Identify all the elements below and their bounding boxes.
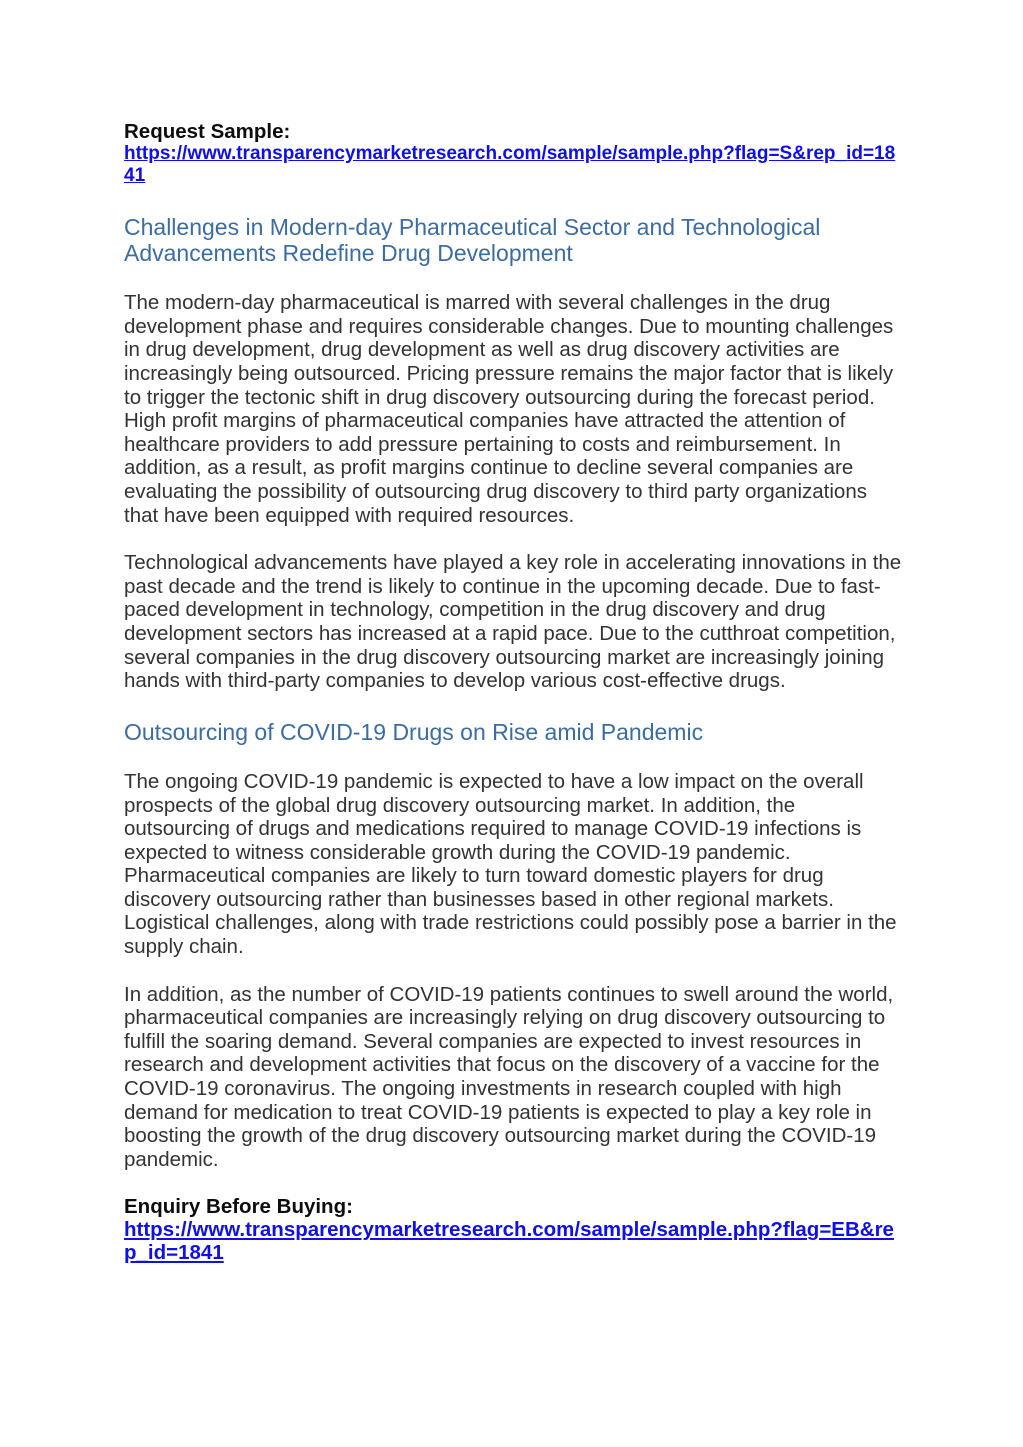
enquiry-before-buying-link[interactable]: https://www.transparencymarketresearch.com/sample/sample.php?flag=EB&rep_id=1841 (124, 1218, 894, 1265)
paragraph-challenges-1: The modern-day pharmaceutical is marred with several challenges in the drug development phase and requires considerable changes. Due to mounting challenges in drug development, drug development as well as drug discovery activities are increasingly being outsourced. Pricing pressure remains the major factor that is likely to trigger the tectonic shift in drug discovery outsourcing during the forecast period. High profit margins of pharmaceutical companies have attracted the attention of healthcare providers to add pressure pertaining to costs and reimbursement. In addition, as a result, as profit margins continue to decline several companies are evaluating the possibility of outsourcing drug discovery to third party organizations that have been equipped with required resources. (124, 291, 894, 527)
document-body (124, 120, 904, 1264)
enquiry-before-buying-label: Enquiry Before Buying: (124, 1195, 353, 1219)
section-heading-covid-outsourcing: Outsourcing of COVID-19 Drugs on Rise amid Pandemic (124, 718, 704, 745)
enquiry-block (124, 1195, 904, 1264)
paragraph-covid-2: In addition, as the number of COVID-19 patients continues to swell around the world, pharmaceutical companies are increasingly relying on drug discovery outsourcing to fulfill the soaring demand. Several companies are expected to invest resources in research and development activities that focus on the discovery of a vaccine for the COVID-19 coronavirus. The ongoing investments in research coupled with high demand for medication to treat COVID-19 patients is expected to play a key role in boosting the growth of the drug discovery outsourcing market during the COVID-19 pandemic. (124, 982, 894, 1171)
paragraph-covid-1: The ongoing COVID-19 pandemic is expected to have a low impact on the overall prospects of the global drug discovery outsourcing market. In addition, the outsourcing of drugs and medications required to manage COVID-19 infections is expected to witness considerable growth during the COVID-19 pandemic. Pharmaceutical companies are likely to turn toward domestic players for drug discovery outsourcing rather than businesses based in other regional markets. Logistical challenges, along with trade restrictions could possibly pose a barrier in the supply chain. (124, 769, 897, 959)
section-heading-challenges: Challenges in Modern-day Pharmaceutical Sector and Technological Advancements Redefine Drug Development (124, 213, 821, 267)
request-sample-label: Request Sample: (124, 120, 291, 143)
request-sample-block (124, 120, 904, 188)
paragraph-challenges-2: Technological advancements have played a key role in accelerating innovations in the past decade and the trend is likely to continue in the upcoming decade. Due to fast-paced development in technology, competition in the drug discovery and drug development sectors has increased at a rapid pace. Due to the cutthroat competition, several companies in the drug discovery outsourcing market are increasingly joining hands with third-party companies to develop various cost-effective drugs. (124, 551, 902, 693)
request-sample-link[interactable]: https://www.transparencymarketresearch.com/sample/sample.php?flag=S&rep_id=1841 (124, 143, 896, 187)
